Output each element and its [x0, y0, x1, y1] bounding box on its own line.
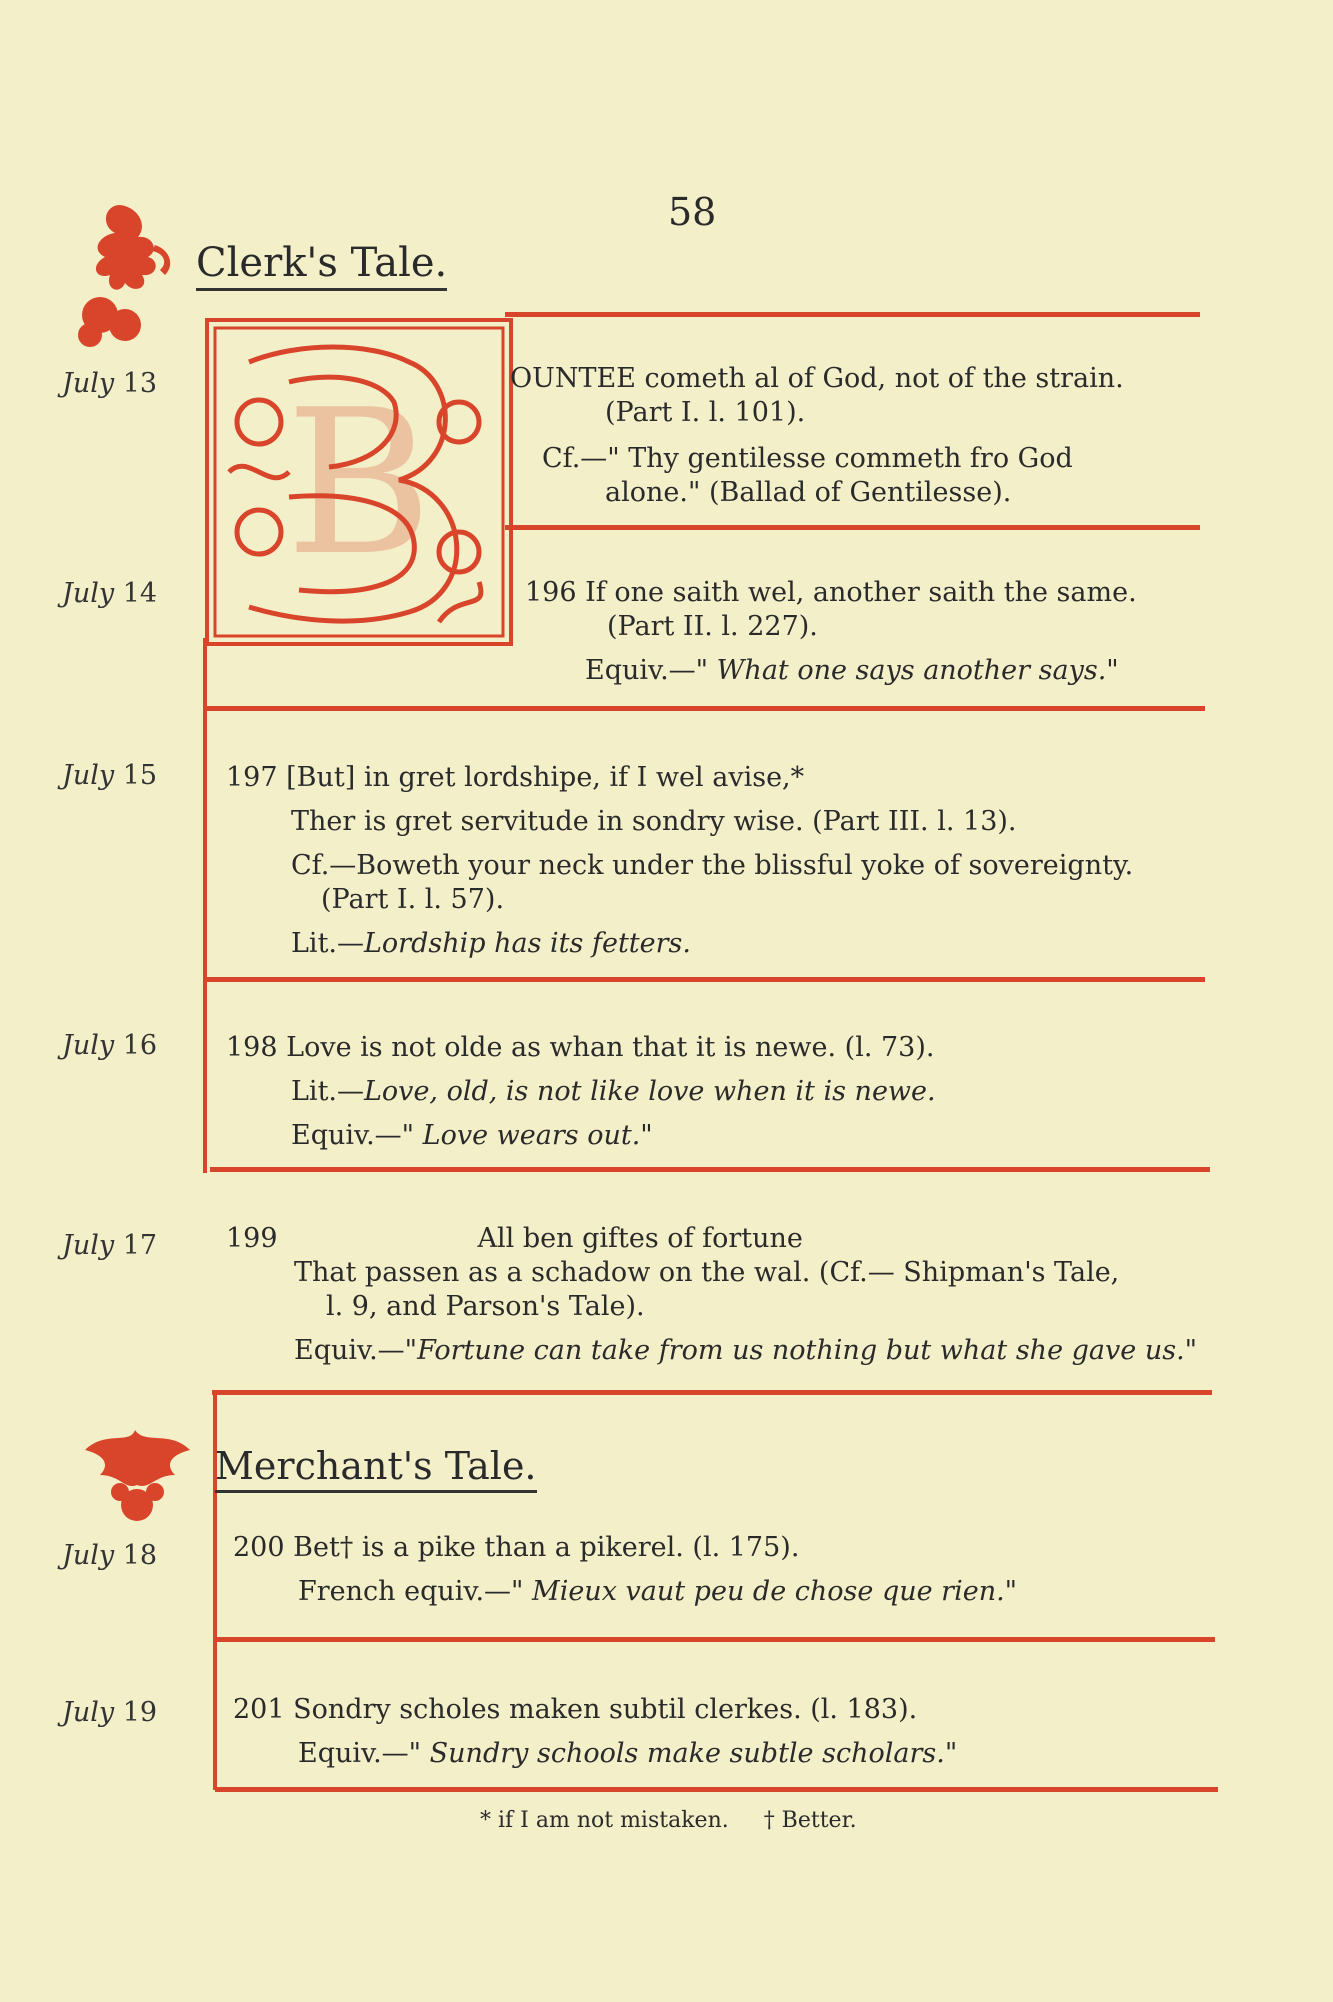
- rule: [215, 1637, 1215, 1642]
- entry-text: 196 If one saith wel, another saith the same. (Part II. l. 227). Equiv.—" What one says another says.": [525, 577, 1137, 686]
- date-july-17: July 17: [62, 1230, 158, 1261]
- entry-text: 201 Sondry scholes maken subtil clerkes. (l. 183). Equiv.—" Sundry schools make subtle scholars.": [233, 1694, 958, 1769]
- entry-text: 200 Bet† is a pike than a pikerel. (l. 175). French equiv.—" Mieux vaut peu de chose que rien.": [233, 1532, 1018, 1607]
- svg-text:B: B: [285, 367, 433, 600]
- date-july-14: July 14: [62, 578, 158, 609]
- rule: [205, 977, 1205, 982]
- floral-ornament-icon: [75, 1420, 200, 1525]
- rule: [505, 312, 1200, 317]
- clerks-tale-heading: Clerk's Tale.: [196, 240, 447, 291]
- rule: [215, 1787, 1218, 1792]
- date-july-13: July 13: [62, 368, 158, 399]
- entry-text: 197 [But] in gret lordshipe, if I wel avise,* Ther is gret servitude in sondry wise. (Part III. l. 13). Cf.—Boweth your neck under the blissful yoke of sovereignty. (Part I. l. 57). Lit.—Lordship has its fetters.: [226, 762, 1134, 959]
- page-number: 58: [668, 190, 717, 234]
- rule: [205, 706, 1205, 711]
- date-july-16: July 16: [62, 1030, 158, 1061]
- entry-text: 198 Love is not olde as whan that it is newe. (l. 73). Lit.—Love, old, is not like love when it is newe. Equiv.—" Love wears out.": [226, 1032, 936, 1151]
- entry-text: OUNTEE cometh al of God, not of the strain. (Part I. l. 101). Cf.—" Thy gentilesse commeth fro God alone." (Ballad of Gentilesse).: [510, 363, 1124, 508]
- decorated-initial: [205, 318, 513, 646]
- illuminated-b-icon: [209, 322, 509, 642]
- date-july-15: July 15: [62, 760, 158, 791]
- date-july-18: July 18: [62, 1540, 158, 1571]
- date-july-19: July 19: [62, 1697, 158, 1728]
- merchants-tale-heading: Merchant's Tale.: [215, 1444, 537, 1493]
- entry-text: 199 All ben giftes of fortune That passen as a schadow on the wal. (Cf.— Shipman's Tale, l. 9, and Parson's Tale). Equiv.—"Fortune can take from us nothing but what she gave us.": [226, 1223, 1198, 1366]
- rule: [212, 1390, 1212, 1395]
- floral-ornament-icon: [60, 195, 180, 350]
- rule: [505, 525, 1200, 530]
- rule: [210, 1167, 1210, 1172]
- footnote: * if I am not mistaken. † Better.: [480, 1808, 857, 1833]
- vertical-rule: [203, 638, 207, 1173]
